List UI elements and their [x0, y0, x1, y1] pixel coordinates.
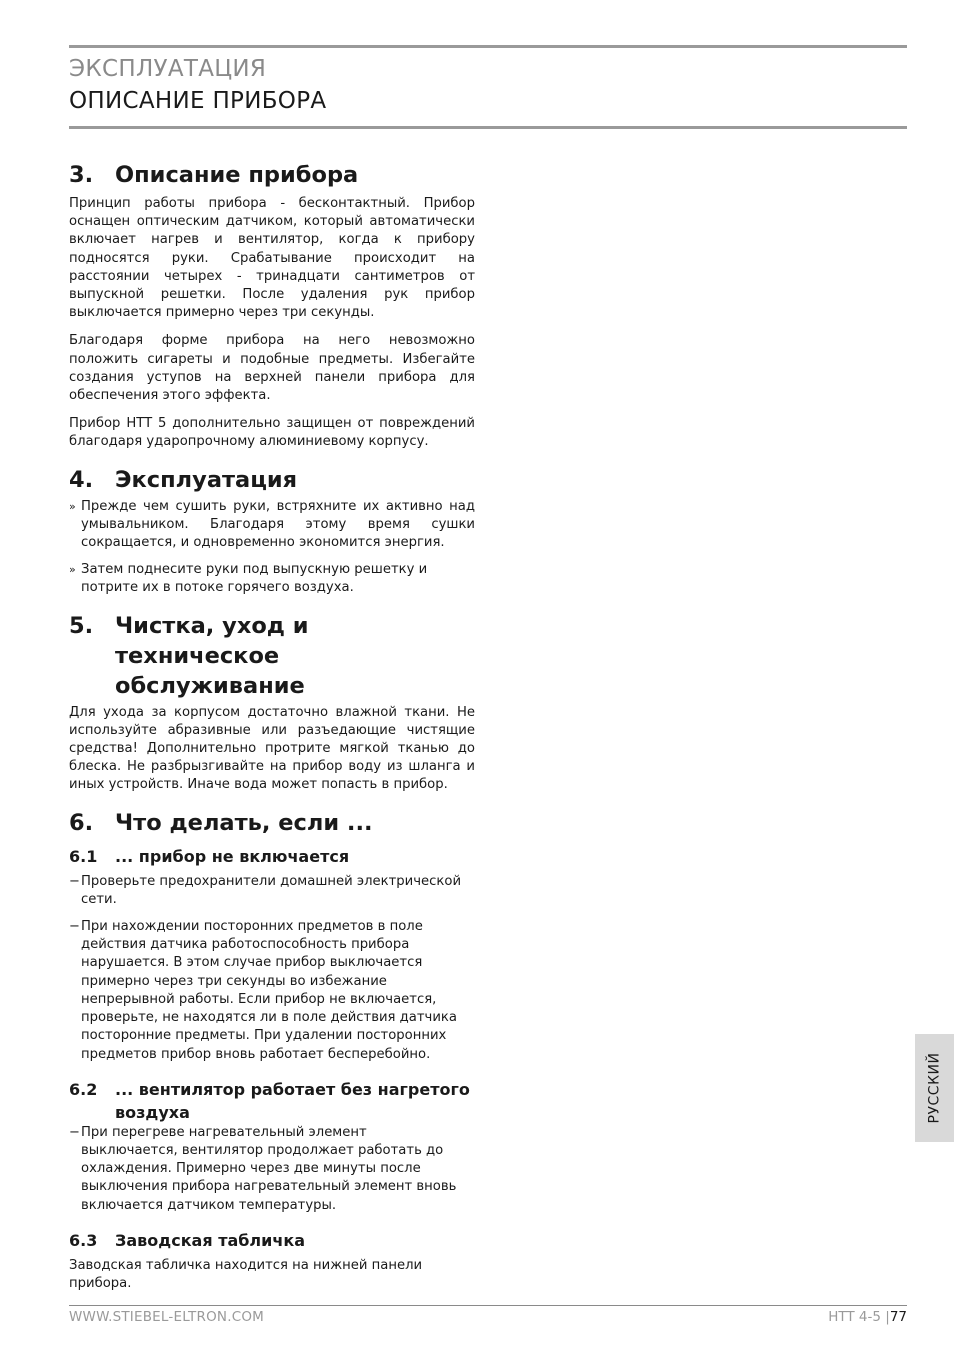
list-item	[69, 918, 464, 1064]
section-5-heading	[69, 611, 475, 701]
subsection-number: 6.3	[69, 1230, 98, 1250]
footer-website: WWW.STIEBEL-ELTRON.COM	[69, 1309, 264, 1325]
list-item-text: При перегреве нагревательный элемент выключается, вентилятор продолжает работать до охлаждения. Примерно через две минуты после выключения прибора нагревательный элемент вновь включается датчиком температуры.	[81, 1124, 457, 1213]
subsection-number: 6.2	[69, 1079, 98, 1099]
subsection-6-3-heading	[69, 1229, 475, 1252]
instruction-list	[69, 498, 475, 598]
section-4-heading	[69, 465, 475, 495]
list-item	[69, 498, 475, 553]
footer-separator: |	[885, 1309, 890, 1325]
subsection-title: ... прибор не включается	[115, 846, 350, 866]
paragraph: Благодаря форме прибора на него невозможно положить сигареты и подобные предметы. Избегайте создания уступов на верхней панели прибора для обеспечения этого эффекта.	[69, 333, 475, 404]
footer-rule	[69, 1305, 907, 1306]
paragraph: Принцип работы прибора - бесконтактный. Прибор оснащен оптическим датчиком, который автоматически включает нагрев и вентилятор, когда к прибору подносятся руки. Срабатывание происходит на расстоянии четырех - тринадцати сантиметров от выпускной решетки. После удаления рук прибор выключается примерно через три секунды.	[69, 196, 475, 321]
list-item-text: Затем поднесите руки под выпускную решетку и потрите их в потоке горячего воздуха.	[81, 562, 428, 596]
section-number: 3.	[69, 162, 94, 188]
subsection-6-1-heading	[69, 845, 475, 868]
header-top-rule	[69, 45, 907, 48]
paragraph: Для ухода за корпусом достаточно влажной ткани. Не используйте абразивные или разъедающие чистящие средства! Дополнительно протрите мягкой тканью до блеска. Не разбрызгивайте на прибор воду из шланга и иных устройств. Иначе вода может попасть в прибор.	[69, 704, 475, 793]
subsection-6-2-heading	[69, 1078, 475, 1124]
subsection-title: Заводская табличка	[115, 1230, 305, 1250]
list-item-text: Проверьте предохранители домашней электрической сети.	[81, 873, 462, 907]
bullet-marker: »	[69, 563, 76, 577]
troubleshooting-list	[69, 1124, 464, 1215]
list-item	[69, 873, 464, 909]
header-section: ОПИСАНИЕ ПРИБОРА	[69, 88, 327, 114]
subsection-title: ... вентилятор работает без нагретого воздуха	[115, 1079, 470, 1122]
section-title: Эксплуатация	[115, 466, 298, 493]
section-title: Описание прибора	[115, 162, 359, 188]
section-6-heading	[69, 808, 475, 838]
paragraph: Заводская табличка находится на нижней панели прибора.	[69, 1257, 423, 1291]
dash-marker: −	[69, 873, 80, 889]
section-number: 5.	[69, 612, 94, 639]
section-title: Что делать, если ...	[115, 809, 373, 836]
section-3-heading	[69, 160, 475, 190]
subsection-number: 6.1	[69, 846, 98, 866]
paragraph: Прибор HTT 5 дополнительно защищен от повреждений благодаря ударопрочному алюминиевому корпусу.	[69, 416, 475, 450]
list-item	[69, 1124, 464, 1215]
header-chapter: ЭКСПЛУАТАЦИЯ	[69, 56, 267, 82]
section-number: 4.	[69, 466, 94, 493]
language-tab	[915, 1034, 954, 1142]
section-number: 6.	[69, 809, 94, 836]
footer-model: HTT 4-5	[828, 1309, 881, 1325]
troubleshooting-list	[69, 873, 464, 1064]
list-item-text: При нахождении посторонних предметов в поле действия датчика работоспособность прибора нарушается. В этом случае прибор выключается примерно через три секунды во избежание непрерывной работы. Если прибор не включается, проверьте, не находятся ли в поле действия датчика посторонние предметы. При удалении посторонних предметов прибор вновь работает бесперебойно.	[81, 919, 457, 1062]
bullet-marker: »	[69, 499, 76, 513]
section-title: Чистка, уход и техническое обслуживание	[115, 612, 309, 699]
footer-page-info	[828, 1309, 907, 1325]
list-item	[69, 561, 475, 597]
language-tab-label: РУССКИЙ	[926, 1052, 943, 1124]
main-column	[69, 160, 475, 1293]
header-bottom-rule	[69, 126, 907, 129]
dash-marker: −	[69, 919, 80, 935]
page-number: 77	[889, 1309, 907, 1325]
list-item-text: Прежде чем сушить руки, встряхните их активно над умывальником. Благодаря этому время сушки сокращается, и одновременно экономится энергия.	[81, 498, 475, 551]
dash-marker: −	[69, 1124, 80, 1140]
